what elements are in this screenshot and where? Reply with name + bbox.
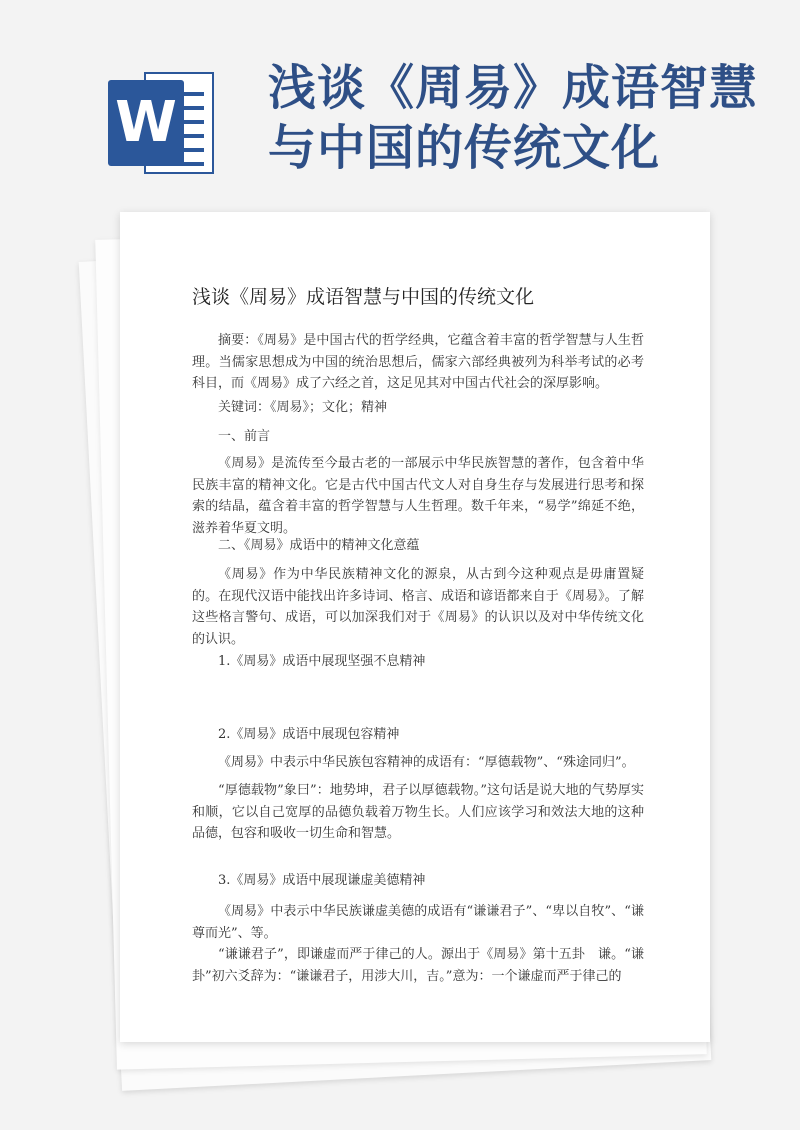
subsection2-heading: 2.《周易》成语中展现包容精神 <box>218 727 400 742</box>
subsection3-paragraph2: “谦谦君子”，即谦虚而严于律己的人。源出于《周易》第十五卦 谦。“谦卦”初六爻辞为：“谦谦君子，用涉大川，吉。”意为：一个谦虚而严于律己的 <box>192 947 644 984</box>
document-page <box>120 212 710 1042</box>
section2-paragraph: 《周易》作为中华民族精神文化的源泉，从古到今这种观点是毋庸置疑的。在现代汉语中能找出许多诗词、格言、成语和谚语都来自于《周易》。了解这些格言警句、成语，可以加深我们对于《周易》的认识以及对中华传统文化的认识。 <box>192 567 644 647</box>
subsection3-paragraph1: 《周易》中表示中华民族谦虚美德的成语有“谦谦君子”、“卑以自牧”、“谦尊而光”、等。 <box>192 904 644 941</box>
subsection2-paragraph2: “厚德载物”象曰”：地势坤，君子以厚德载物。”这句话是说大地的气势厚实和顺，它以自己宽厚的品德负载着万物生长。人们应该学习和效法大地的这种品德，包容和吸收一切生命和智慧。 <box>192 783 644 841</box>
banner-title <box>268 58 788 178</box>
banner-title-line1: 浅谈《周易》成语智慧 <box>268 60 759 116</box>
subsection3-heading: 3.《周易》成语中展现谦虚美德精神 <box>218 873 426 888</box>
subsection1-heading: 1.《周易》成语中展现坚强不息精神 <box>218 654 426 669</box>
document-title: 浅谈《周易》成语智慧与中国的传统文化 <box>192 286 535 308</box>
word-badge: W <box>108 80 184 166</box>
subsection2-paragraph1: 《周易》中表示中华民族包容精神的成语有：“厚德载物”、“殊途同归”。 <box>218 755 635 770</box>
abstract-paragraph: 摘要：《周易》是中国古代的哲学经典，它蕴含着丰富的哲学智慧与人生哲理。当儒家思想成为中国的统治思想后，儒家六部经典被列为科举考试的必考科目，而《周易》成了六经之首，这足见其对中国古代社会的深厚影响。 <box>192 333 644 391</box>
keywords-line: 关键词：《周易》；文化；精神 <box>218 400 388 415</box>
word-document-icon <box>108 68 216 178</box>
section1-heading: 一、前言 <box>218 429 271 444</box>
banner-title-line2: 与中国的传统文化 <box>268 120 661 176</box>
section2-heading: 二、《周易》成语中的精神文化意蕴 <box>218 538 420 553</box>
section1-paragraph: 《周易》是流传至今最古老的一部展示中华民族智慧的著作，包含着中华民族丰富的精神文化。它是古代中国古代文人对自身生存与发展进行思考和探索的结晶，蕴含着丰富的哲学智慧与人生哲理。数千年来，“易学”绵延不绝，滋养着华夏文明。 <box>192 456 644 536</box>
banner <box>0 0 800 200</box>
